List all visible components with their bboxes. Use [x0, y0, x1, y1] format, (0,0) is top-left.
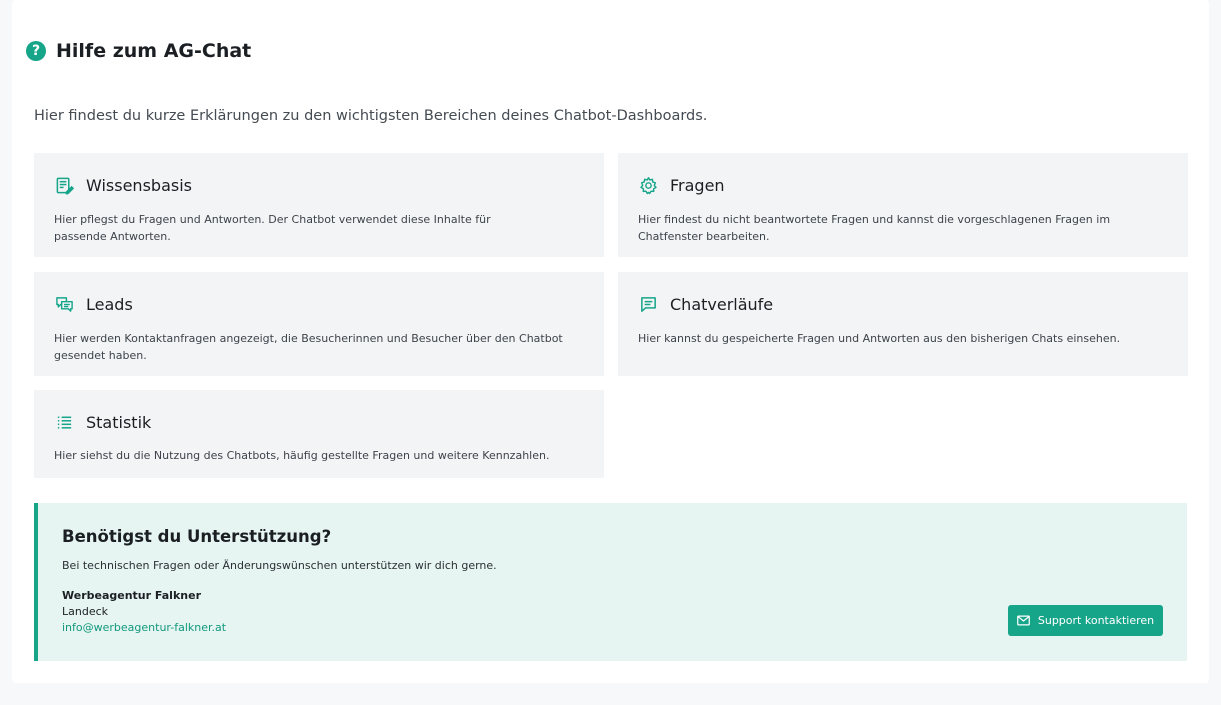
card-title: Leads	[86, 294, 133, 314]
company-city: Landeck	[62, 605, 109, 618]
card-title: Chatverläufe	[670, 294, 774, 314]
list-icon	[54, 412, 74, 432]
help-circle-icon: ?	[26, 41, 46, 61]
card-description: Hier kannst du gespeicherte Fragen und Antworten aus den bisherigen Chats einsehen.	[638, 332, 1121, 345]
card-title: Wissensbasis	[86, 175, 192, 195]
card-leads	[34, 272, 604, 376]
card-title: Statistik	[86, 412, 152, 432]
gear-icon	[638, 175, 658, 195]
contact-support-label: Support kontaktieren	[1037, 614, 1155, 627]
chat-lines-icon	[638, 294, 658, 314]
support-box	[34, 503, 1187, 661]
card-wissensbasis	[34, 153, 604, 257]
card-statistik	[34, 390, 604, 478]
card-description: Hier werden Kontaktanfragen angezeigt, die Besucherinnen und Besucher über den Chatbot gesendet haben.	[54, 332, 563, 362]
card-title: Fragen	[670, 175, 725, 195]
edit-document-icon	[54, 175, 74, 195]
page-header	[26, 38, 251, 64]
card-description: Hier siehst du die Nutzung des Chatbots, häufig gestellte Fragen und weitere Kennzahlen.	[54, 449, 550, 462]
intro-text: Hier findest du kurze Erklärungen zu den wichtigsten Bereichen deines Chatbot-Dashboards.	[34, 108, 708, 124]
page-title: Hilfe zum AG-Chat	[56, 40, 252, 62]
support-text: Bei technischen Fragen oder Änderungswünschen unterstützen wir dich gerne.	[62, 559, 497, 572]
envelope-icon	[1017, 615, 1030, 626]
chat-bubbles-icon	[54, 294, 74, 314]
support-email-link[interactable]: info@werbeagentur-falkner.at	[62, 621, 227, 634]
card-description: Hier findest du nicht beantwortete Fragen und kannst die vorgeschlagenen Fragen im Chatfenster bearbeiten.	[638, 213, 1111, 243]
company-name: Werbeagentur Falkner	[62, 589, 201, 602]
contact-support-button[interactable]	[1008, 605, 1163, 636]
card-chatverlaeufe	[618, 272, 1188, 376]
card-description: Hier pflegst du Fragen und Antworten. Der Chatbot verwendet diese Inhalte für passende Antworten.	[54, 213, 491, 243]
help-panel	[12, 0, 1209, 683]
card-fragen	[618, 153, 1188, 257]
support-title: Benötigst du Unterstützung?	[62, 527, 332, 546]
